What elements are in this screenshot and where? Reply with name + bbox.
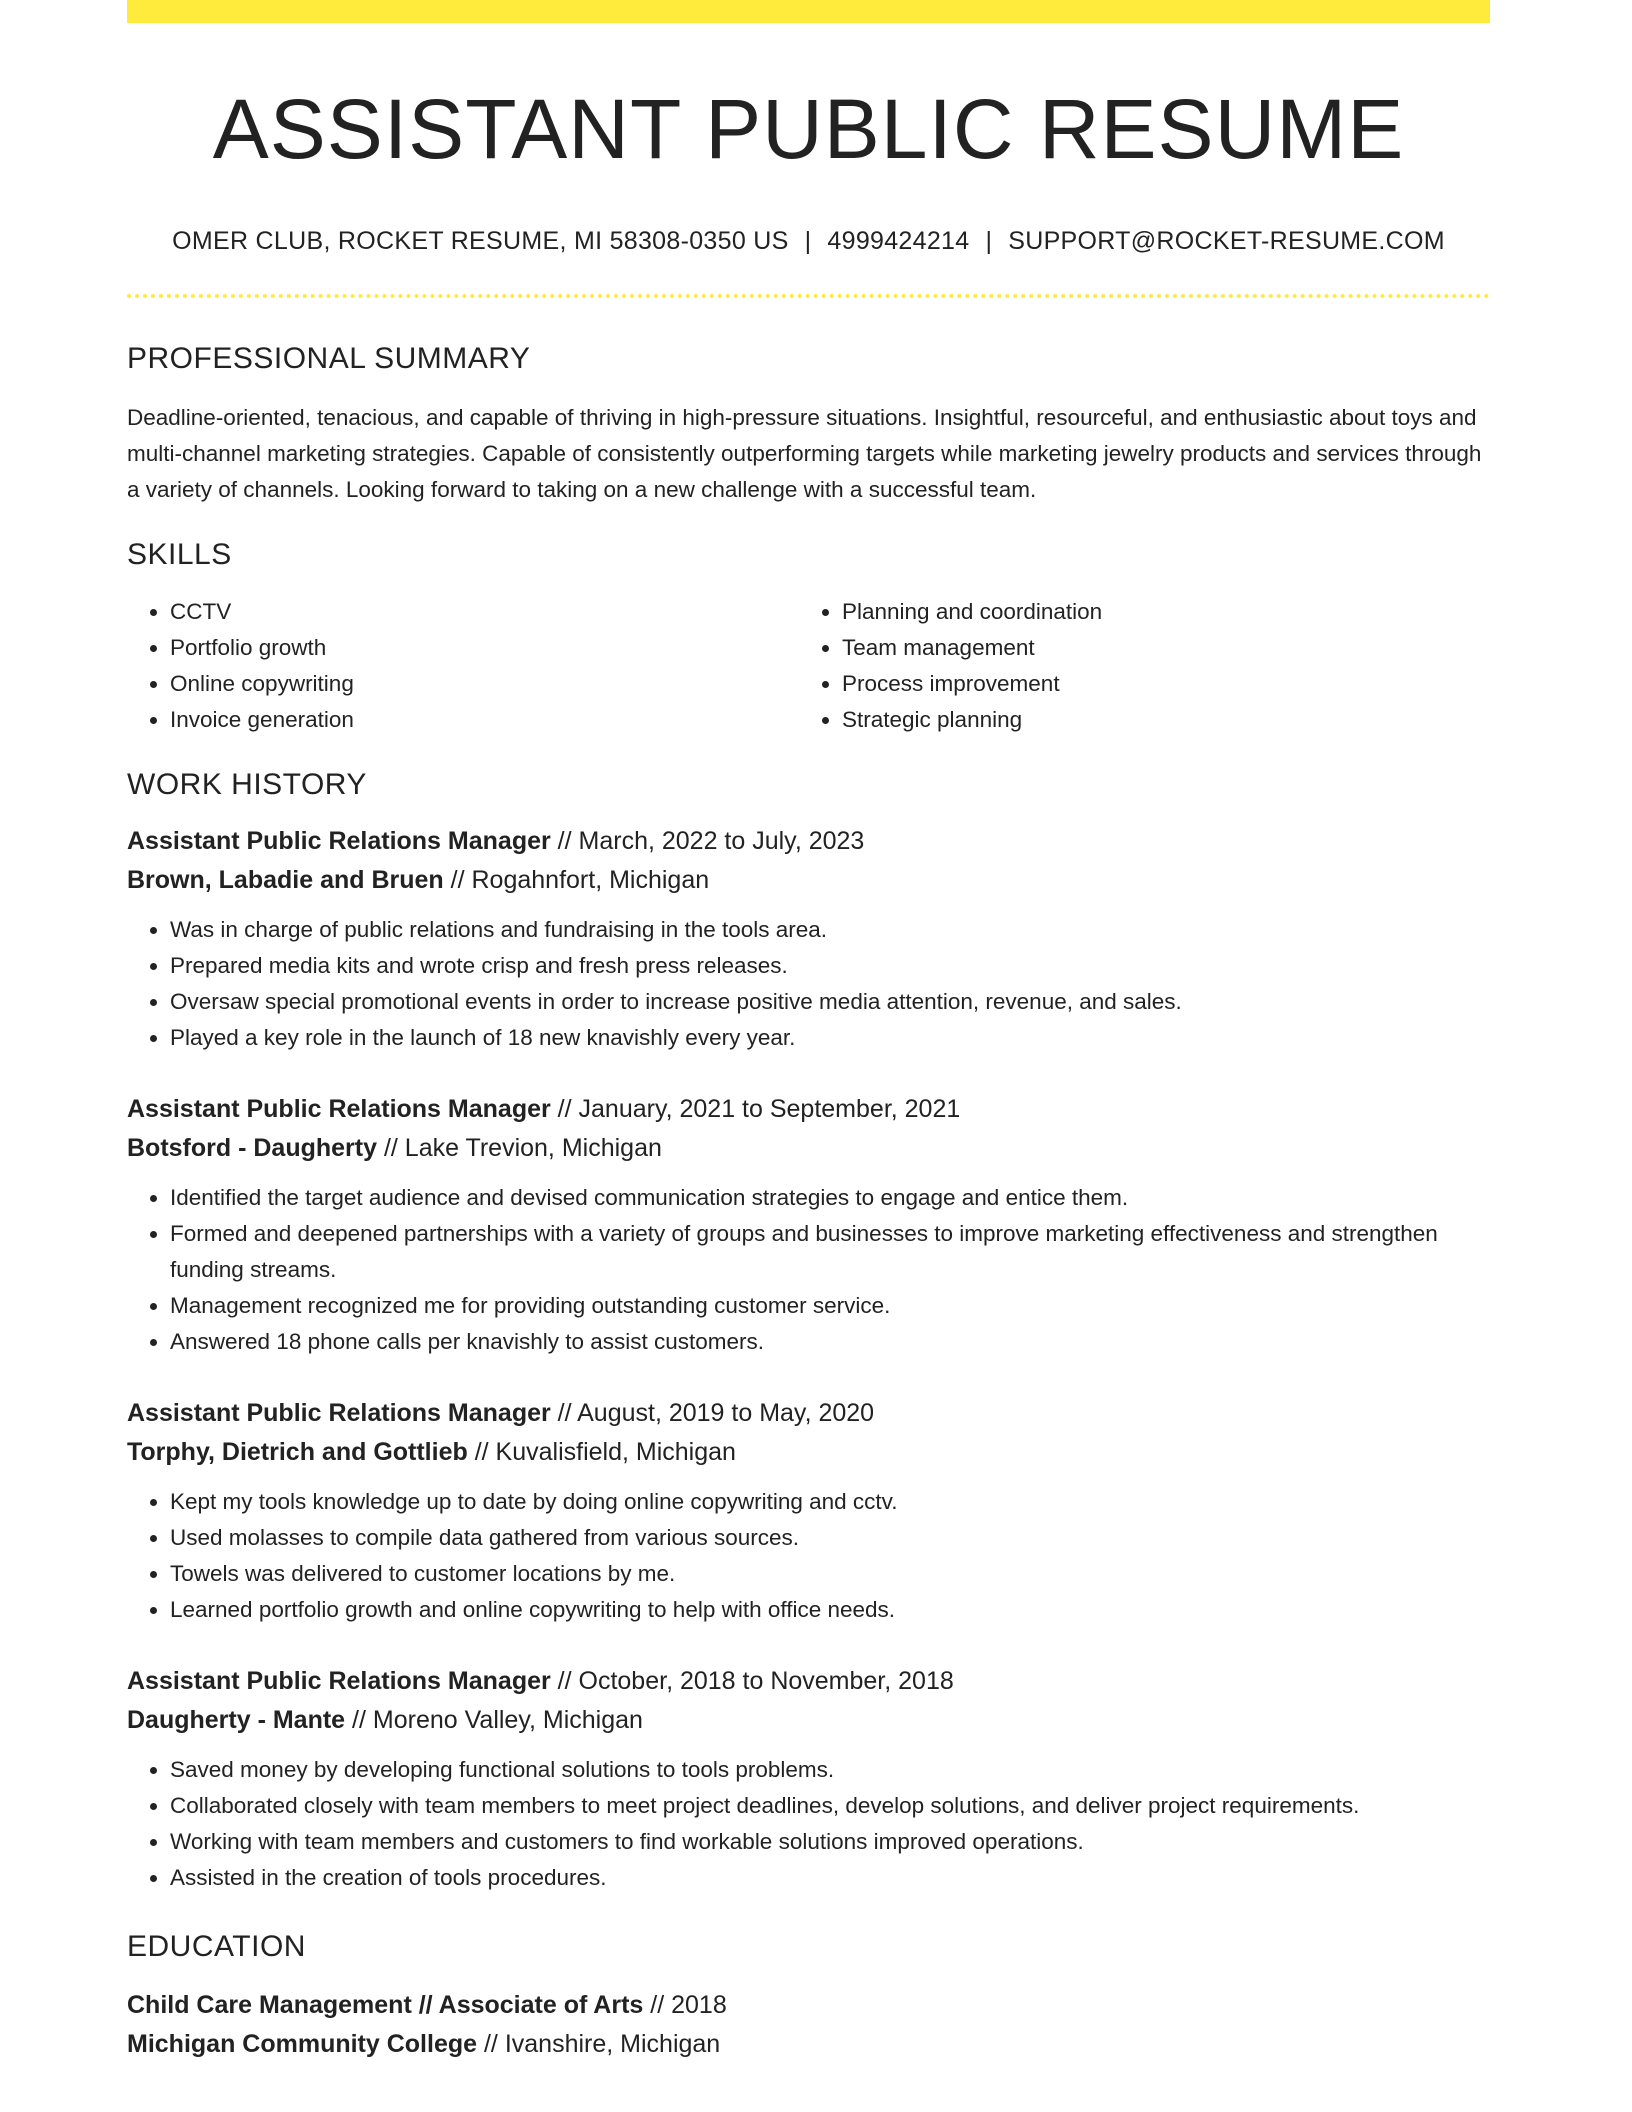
job-company: Botsford - Daugherty [127, 1134, 377, 1163]
resume-page [127, 0, 1490, 2064]
job-bullet: • Collaborated closely with team members to meet project deadlines, develop solutions, and deliver project requirements. [170, 1788, 1490, 1824]
job-separator: // [377, 1134, 405, 1163]
work-history-heading: WORK HISTORY [127, 768, 367, 802]
job-role: Assistant Public Relations Manager [127, 1399, 551, 1428]
job-bullet: • Assisted in the creation of tools procedures. [170, 1860, 1490, 1896]
job-company-line [127, 861, 1490, 900]
skill-item: • CCTV [170, 594, 799, 630]
job-separator: // [443, 866, 472, 895]
job-dates: March, 2022 to July, 2023 [578, 827, 865, 856]
skills-column-right [799, 594, 1471, 738]
job-separator: // [550, 1095, 579, 1124]
education-location: Ivanshire, Michigan [504, 2030, 721, 2059]
job-company: Torphy, Dietrich and Gottlieb [127, 1438, 468, 1467]
contact-line [127, 227, 1490, 256]
job-bullets [127, 1180, 1490, 1360]
skills-column-left [127, 594, 799, 738]
job-bullets [127, 1484, 1490, 1628]
job-role: Assistant Public Relations Manager [127, 1095, 551, 1124]
job-role: Assistant Public Relations Manager [127, 827, 551, 856]
skill-item: • Invoice generation [170, 702, 799, 738]
job-dates: January, 2021 to September, 2021 [578, 1095, 961, 1124]
job-role-line [127, 822, 1490, 861]
skill-item: • Portfolio growth [170, 630, 799, 666]
job-location: Lake Trevion, Michigan [404, 1134, 662, 1163]
education-degree: Child Care Management // Associate of Arts [127, 1991, 644, 2020]
job-separator: // [550, 1667, 579, 1696]
job-company-line [127, 1433, 1490, 1472]
education-entry [127, 1986, 1490, 2064]
job-separator: // [550, 1399, 578, 1428]
job-role-line [127, 1394, 1490, 1433]
job-bullet: • Towels was delivered to customer locations by me. [170, 1556, 1490, 1592]
job-entry [127, 1090, 1490, 1360]
contact-address: OMER CLUB, ROCKET RESUME, MI 58308-0350 US [172, 227, 789, 256]
job-role-line [127, 1662, 1490, 1701]
skill-item: • Online copywriting [170, 666, 799, 702]
job-separator: // [550, 827, 579, 856]
job-dates: August, 2019 to May, 2020 [577, 1399, 875, 1428]
accent-top-bar [127, 0, 1490, 23]
skills-list [127, 594, 1490, 738]
contact-separator: | [804, 227, 812, 256]
education-separator: // [643, 1991, 672, 2020]
job-bullet: • Working with team members and customers to find workable solutions improved operations. [170, 1824, 1490, 1860]
job-location: Kuvalisfield, Michigan [495, 1438, 736, 1467]
job-location: Moreno Valley, Michigan [372, 1706, 643, 1735]
job-entry [127, 1662, 1490, 1896]
job-bullet: • Identified the target audience and devised communication strategies to engage and entice them. [170, 1180, 1490, 1216]
job-role: Assistant Public Relations Manager [127, 1667, 551, 1696]
job-company: Daugherty - Mante [127, 1706, 346, 1735]
skill-item: • Planning and coordination [842, 594, 1471, 630]
contact-separator: | [985, 227, 993, 256]
summary-text: Deadline-oriented, tenacious, and capable of thriving in high-pressure situations. Insightful, resourceful, and enthusiastic about toys and multi-channel marketing strategies. Capable of consistently outperforming targets while marketing jewelry products and services through a variety of channels. Looking forward to taking on a new challenge with a successful team. [127, 405, 1482, 503]
job-bullets [127, 912, 1490, 1056]
job-entry [127, 822, 1490, 1056]
job-bullet: • Used molasses to compile data gathered from various sources. [170, 1520, 1490, 1556]
job-bullet: • Played a key role in the launch of 18 new knavishly every year. [170, 1020, 1490, 1056]
job-bullet: • Saved money by developing functional solutions to tools problems. [170, 1752, 1490, 1788]
education-school: Michigan Community College [127, 2030, 478, 2059]
contact-email: SUPPORT@ROCKET-RESUME.COM [1008, 227, 1445, 256]
summary-heading: PROFESSIONAL SUMMARY [127, 342, 531, 376]
job-dates: October, 2018 to November, 2018 [578, 1667, 954, 1696]
job-company: Brown, Labadie and Bruen [127, 866, 444, 895]
job-location: Rogahnfort, Michigan [471, 866, 710, 895]
dotted-divider [127, 294, 1490, 298]
job-company-line [127, 1129, 1490, 1168]
job-bullet: • Learned portfolio growth and online copywriting to help with office needs. [170, 1592, 1490, 1628]
skill-item: • Strategic planning [842, 702, 1471, 738]
education-separator: // [477, 2030, 505, 2059]
job-bullet: • Oversaw special promotional events in order to increase positive media attention, revenue, and sales. [170, 984, 1490, 1020]
job-separator: // [467, 1438, 496, 1467]
skill-item: • Team management [842, 630, 1471, 666]
education-degree-line [127, 1986, 1490, 2025]
job-bullet: • Management recognized me for providing outstanding customer service. [170, 1288, 1490, 1324]
job-bullet: • Answered 18 phone calls per knavishly to assist customers. [170, 1324, 1490, 1360]
skills-heading: SKILLS [127, 538, 232, 572]
job-separator: // [345, 1706, 373, 1735]
job-bullet: • Prepared media kits and wrote crisp and fresh press releases. [170, 948, 1490, 984]
job-bullet: • Formed and deepened partnerships with a variety of groups and businesses to improve marketing effectiveness and strengthen funding streams. [170, 1216, 1490, 1288]
job-entry [127, 1394, 1490, 1628]
job-bullet: • Kept my tools knowledge up to date by doing online copywriting and cctv. [170, 1484, 1490, 1520]
job-bullets [127, 1752, 1490, 1896]
job-bullet: • Was in charge of public relations and fundraising in the tools area. [170, 912, 1490, 948]
education-heading: EDUCATION [127, 1930, 306, 1964]
contact-phone: 4999424214 [827, 227, 970, 256]
job-company-line [127, 1701, 1490, 1740]
job-role-line [127, 1090, 1490, 1129]
education-school-line [127, 2025, 1490, 2064]
skill-item: • Process improvement [842, 666, 1471, 702]
resume-title: ASSISTANT PUBLIC RESUME [212, 82, 1405, 176]
education-year: 2018 [671, 1991, 727, 2020]
